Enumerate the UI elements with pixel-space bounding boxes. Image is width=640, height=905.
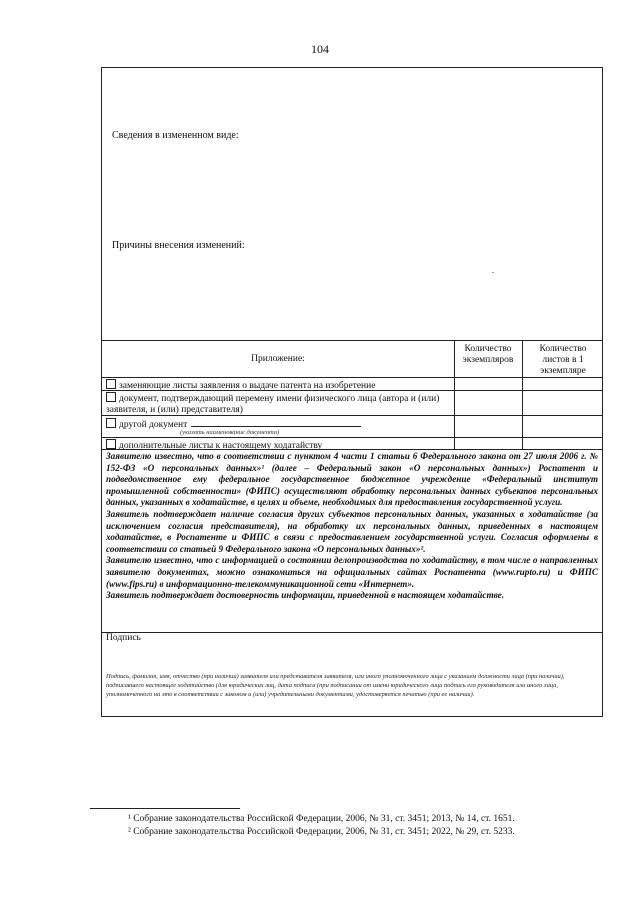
attachments-header: Приложение:	[251, 354, 305, 364]
attachments-top-border	[102, 340, 602, 341]
row-border	[102, 390, 602, 391]
petition-form	[101, 67, 603, 717]
page-number: 104	[311, 42, 329, 56]
other-document-hint: (указать наименование документа)	[180, 429, 280, 436]
attachment-row-2	[106, 392, 451, 416]
notice-paragraph: Заявитель подтверждает наличие согласия других субъектов персональных данных, указанных в ходатайстве (за исключением согласия представителя), на обработку их персональных данных, приведенных в настоящем ходатайстве, в Роспатенте и ФИПС в связи с предоставлением государственной услуги. Согласия оформлены в соответствии со статьей 9 Федерального закона «О персональных данных»².	[106, 508, 598, 554]
notice-paragraph: Заявителю известно, что с информацией о состоянии делопроизводства по ходатайству, в том числе о направленных заявителю документах, можно ознакомиться на официальных сайтах Роспатента (www.rupto.ru) и ФИПС (www.fips.ru) в информационно-телекоммуникационной сети «Интернет».	[106, 555, 598, 589]
col-divider-1	[454, 340, 455, 449]
footnote-1: ¹ Собрание законодательства Российской Федерации, 2006, № 31, ст. 3451; 2013, № 14, ст. 1651.	[128, 814, 515, 824]
footnote-2: ² Собрание законодательства Российской Федерации, 2006, № 31, ст. 3451; 2022, № 29, ст. 5233.	[128, 827, 515, 837]
row-border	[102, 377, 602, 378]
other-document-input-line[interactable]	[191, 417, 361, 427]
signature-top-border	[102, 632, 602, 633]
attachment-label: документ, подтверждающий перемену имени физического лица (автора и (или) заявителя, и (или) представителя)	[106, 394, 440, 415]
checkbox-name-change-document[interactable]	[106, 392, 116, 402]
reasons-label: Причины внесения изменений:	[112, 240, 245, 251]
col-copies-header: Количество экземпляров	[462, 344, 514, 365]
checkbox-replacement-sheets[interactable]	[106, 379, 116, 389]
attachment-label: заменяющие листы заявления о выдаче патента на изобретение	[119, 381, 376, 391]
checkbox-other-document[interactable]	[106, 418, 116, 428]
changed-info-label: Сведения в измененном виде:	[112, 130, 239, 141]
notice-block	[106, 451, 598, 602]
footnote-separator	[90, 808, 240, 809]
checkbox-additional-sheets[interactable]	[106, 439, 116, 449]
notice-paragraph: Заявитель подтверждает достоверность информации, приведенной в настоящем ходатайстве.	[106, 590, 504, 601]
row-border	[102, 415, 602, 416]
attachment-label: другой документ	[119, 420, 188, 430]
row-border	[102, 449, 602, 450]
attachment-label: дополнительные листы к настоящему ходатайству	[119, 441, 323, 451]
signature-instructions: Подпись, фамилия, имя, отчество (при наличии) заявителя или представителя заявителя, или иного уполномоченного лица с указанием должности лица (при наличии), подписавшего настоящее ходатайство (для юридических лиц, дата подписи (при подписании от имени юридического лица подпись его руководителя или иного лица, уполномоченного на это в соответствии с законом и (или) учредительными документами, удостоверяется печатью (при ее наличии).	[106, 673, 565, 699]
notice-paragraph: Заявителю известно, что в соответствии с пунктом 4 части 1 статьи 6 Федерального закона от 27 июля 2006 г. № 152-ФЗ «О персональных данных»¹ (далее – Федеральный закон «О персональных данных») Роспатент и подведомственное ему федеральное государственное бюджетное учреждение «Федеральный институт промышленной собственности» (ФИПС) осуществляют обработку персональных данных субъектов персональных данных, указанных в ходатайстве, в целях и объеме, необходимых для предоставления государственной услуги.	[106, 451, 598, 508]
row-border	[102, 437, 602, 438]
signature-title: Подпись	[106, 633, 141, 643]
col-divider-2	[522, 340, 523, 449]
scan-speck	[492, 272, 494, 273]
col-sheets-header: Количество листов в 1 экземпляре	[539, 344, 587, 376]
